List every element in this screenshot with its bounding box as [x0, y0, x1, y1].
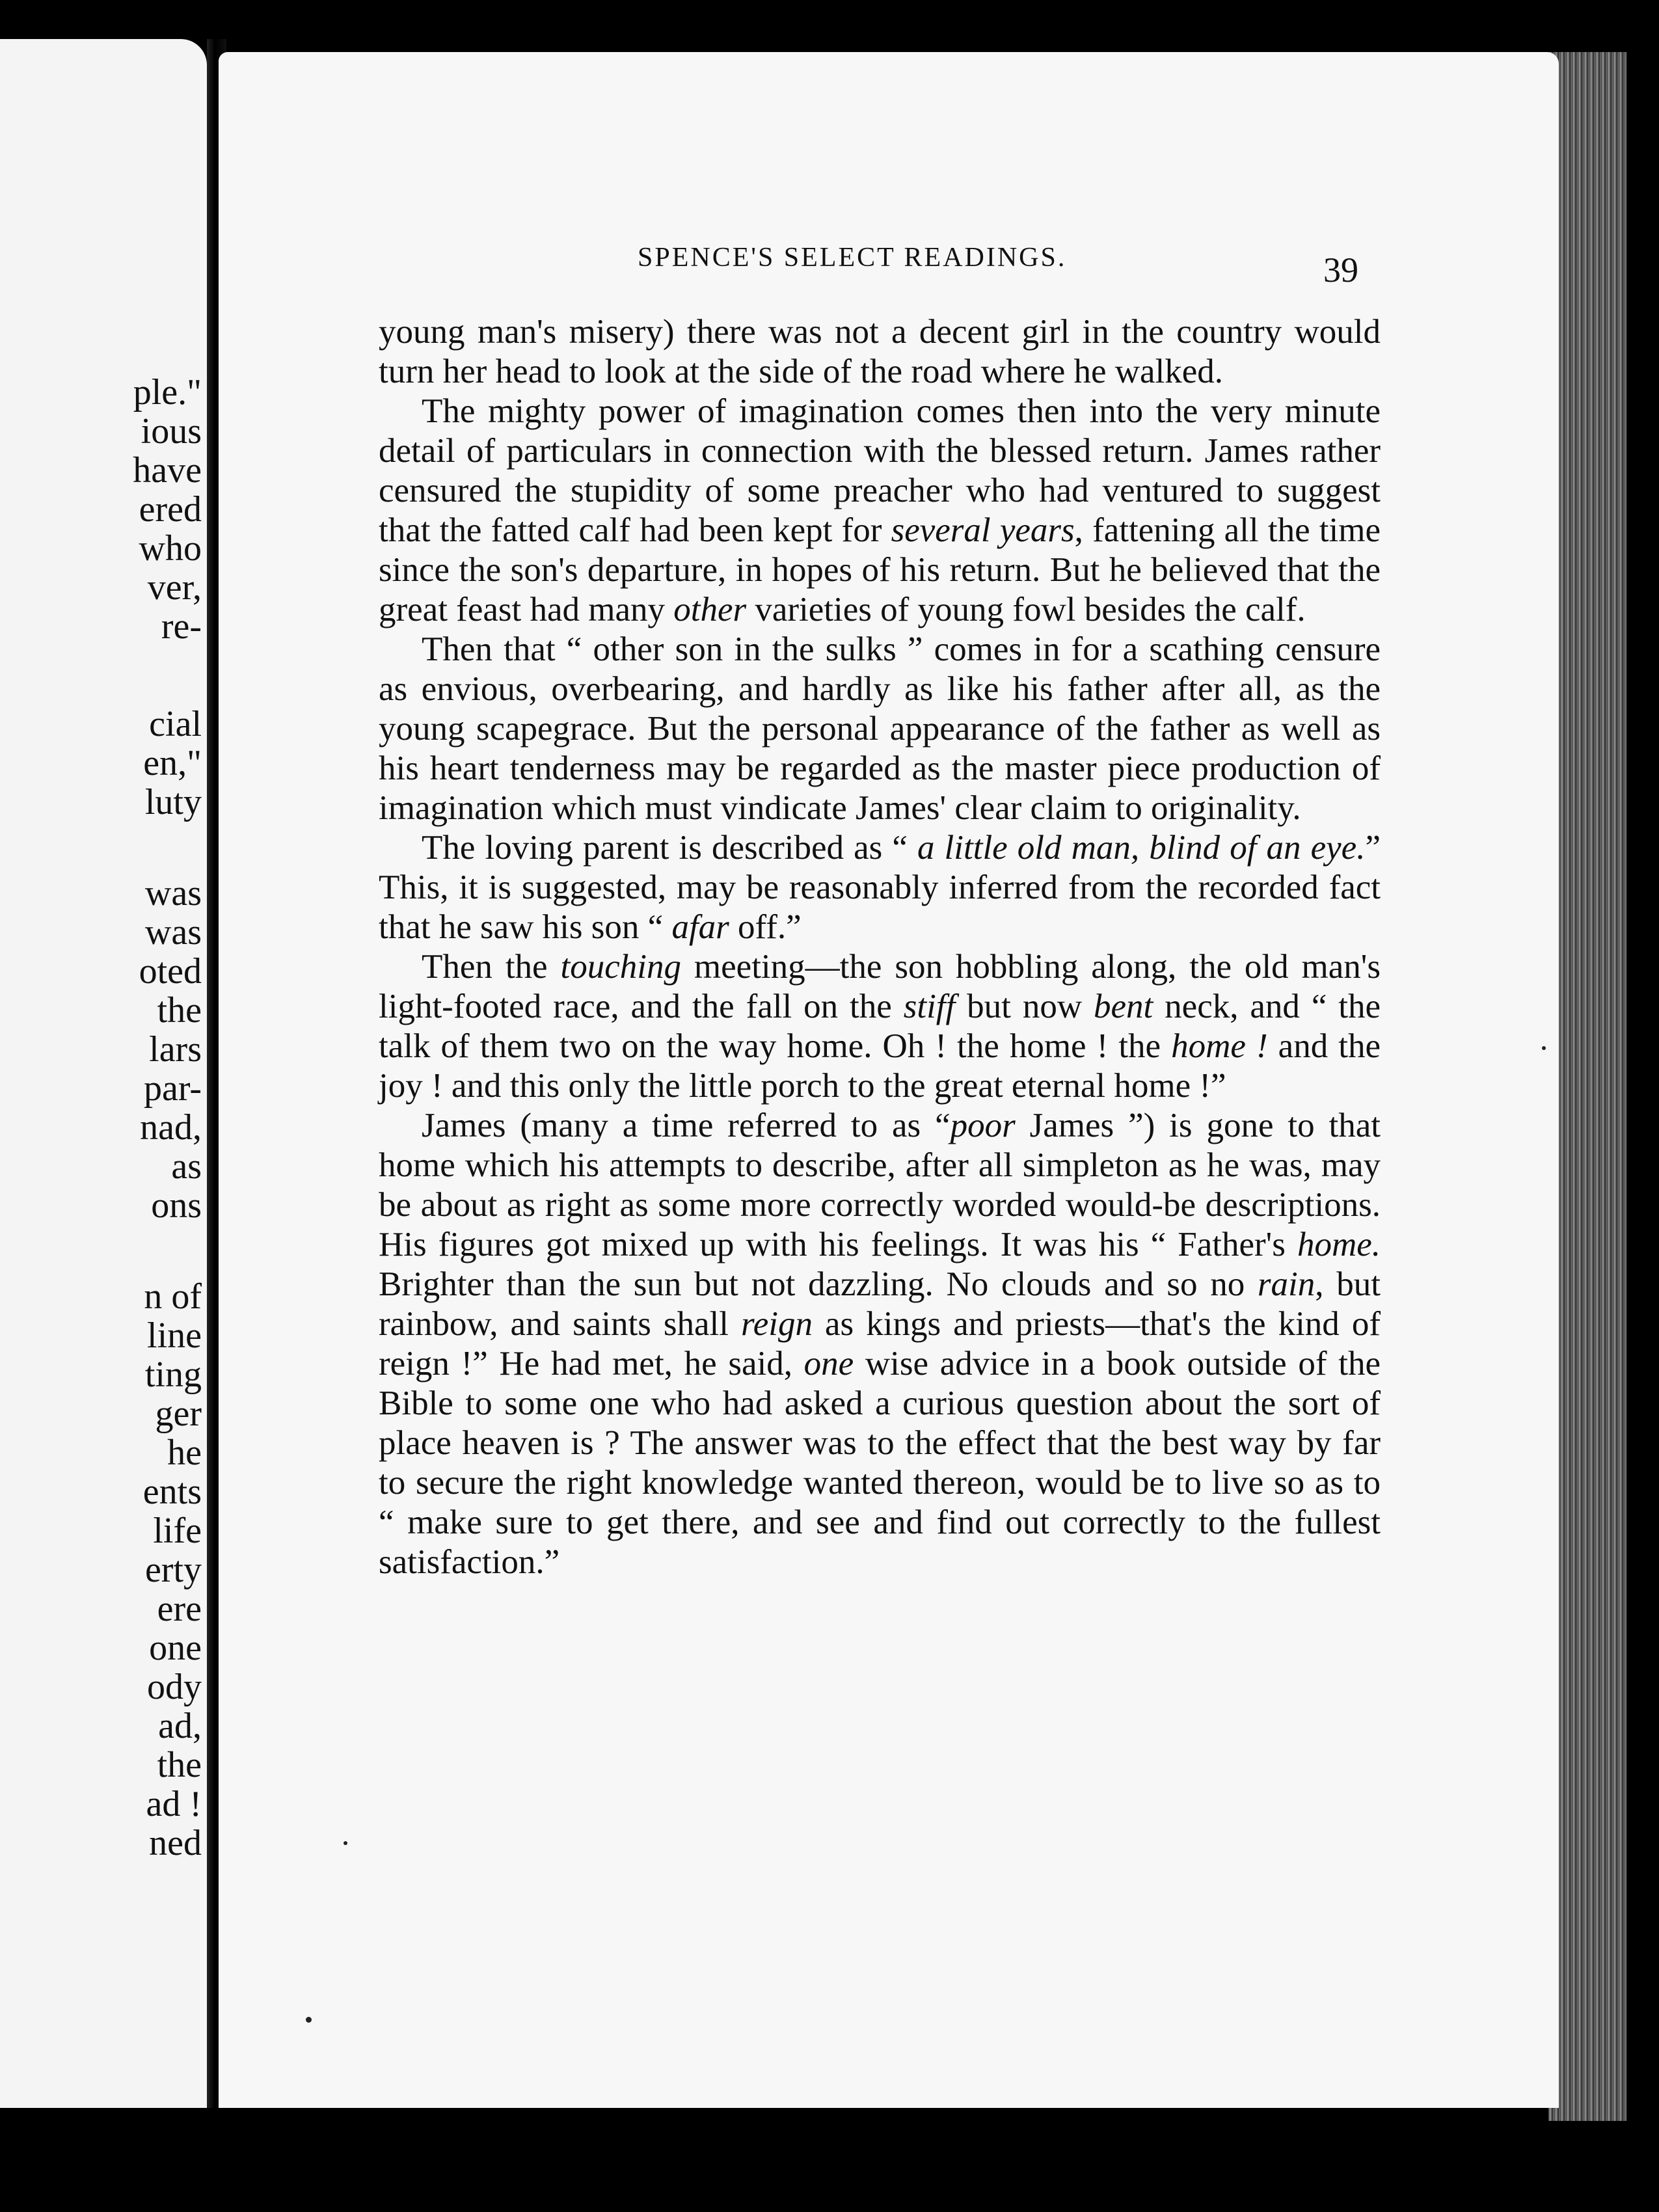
page-edges: [1548, 52, 1626, 2121]
left-page-line: n of: [144, 1276, 202, 1317]
left-page-line: who: [139, 528, 202, 569]
left-page-line: was: [144, 912, 202, 952]
left-page-line: the: [157, 1745, 202, 1785]
paragraph-6: James (many a time referred to as “poor James ”) is gone to that home which his attempts to describe, after all simpleton as he was, may be about as right as some more correctly worded would-be descriptions. His figures got mixed up with his feelings. It was his “ Father's home. Brighter than the sun but not dazzling. No clouds and so no rain, but rainbow, and saints shall reign as kings and priests—that's the kind of reign !” He had met, he said, one wise advice in a book outside of the Bible to some one who had asked a curious question about the sort of place heaven is ? The answer was to the effect that the best way by far to secure the right knowledge wanted thereon, would be to live so as to “ make sure to get there, and see and find out correctly to the fullest satisfaction.”: [379, 1107, 1381, 1581]
left-page-line: ody: [147, 1667, 202, 1707]
left-page-line: oted: [139, 951, 202, 991]
page-number: 39: [1323, 250, 1358, 290]
left-page-line: ple.": [133, 372, 202, 412]
left-page-line: lars: [149, 1029, 202, 1070]
left-page-line: ting: [144, 1355, 202, 1395]
left-page-line: erty: [144, 1550, 202, 1590]
left-page-line: ere: [157, 1589, 202, 1629]
left-page-line: he: [167, 1433, 202, 1473]
left-page-line: ver,: [147, 567, 202, 608]
left-page-line: en,": [143, 743, 202, 783]
left-page-line: luty: [144, 782, 202, 822]
page-body: [379, 312, 1381, 1582]
left-page-line: was: [144, 873, 202, 913]
left-page-line: ents: [142, 1472, 202, 1512]
running-title: SPENCE'S SELECT READINGS.: [638, 243, 1067, 273]
left-page-fragment: [0, 39, 207, 2108]
paragraph-4: The loving parent is described as “ a little old man, blind of an eye.” This, it is suggested, may be reasonably inferred from the recorded fact that he saw his son “ afar off.”: [379, 829, 1381, 946]
left-page-line: ned: [149, 1823, 202, 1863]
paragraph-5: Then the touching meeting—the son hobbling along, the old man's light-footed race, and the fall on the stiff but now bent neck, and “ the talk of them two on the way home. Oh ! the home ! the home ! and the joy ! and this only the little porch to the great eternal home !”: [379, 948, 1381, 1105]
paragraph-3: Then that “ other son in the sulks ” comes in for a scathing censure as envious, overbearing, and hardly as like his father after all, as the young scapegrace. But the personal appearance of the father as well as his heart tenderness may be regarded as the master piece production of imagination which must vindicate James' clear claim to originality.: [379, 630, 1381, 827]
left-page-line: have: [133, 450, 202, 491]
ink-speck: [306, 2017, 312, 2023]
paragraph-2: The mighty power of imagination comes then into the very minute detail of particulars in connection with the blessed return. James rather censured the stupidity of some preacher who had ventured to suggest that the fatted calf had been kept for several years, fattening all the time since the son's departure, in hopes of his return. But he believed that the great feast had many other varieties of young fowl besides the calf.: [379, 392, 1381, 628]
left-page-line: ad,: [158, 1706, 202, 1746]
left-page-line: nad,: [140, 1107, 202, 1148]
left-page-line: ons: [151, 1185, 202, 1226]
left-page-line: as: [171, 1146, 202, 1187]
left-page-line: cial: [149, 704, 202, 744]
left-page-line: ger: [155, 1394, 202, 1434]
left-page-line: the: [157, 990, 202, 1031]
ink-speck: [344, 1841, 347, 1845]
left-page-line: line: [147, 1315, 202, 1356]
left-page-line: ered: [139, 489, 202, 530]
left-page-line: par-: [143, 1068, 202, 1109]
ink-speck: [1542, 1046, 1546, 1050]
paragraph-1: young man's misery) there was not a decent girl in the country would turn her head to look at the side of the road where he walked.: [379, 313, 1381, 390]
left-page-line: re-: [161, 606, 202, 647]
left-page-line: life: [153, 1511, 202, 1551]
left-page-line: one: [149, 1628, 202, 1668]
left-page-line: ious: [141, 411, 202, 452]
left-page-line: ad !: [146, 1784, 202, 1824]
